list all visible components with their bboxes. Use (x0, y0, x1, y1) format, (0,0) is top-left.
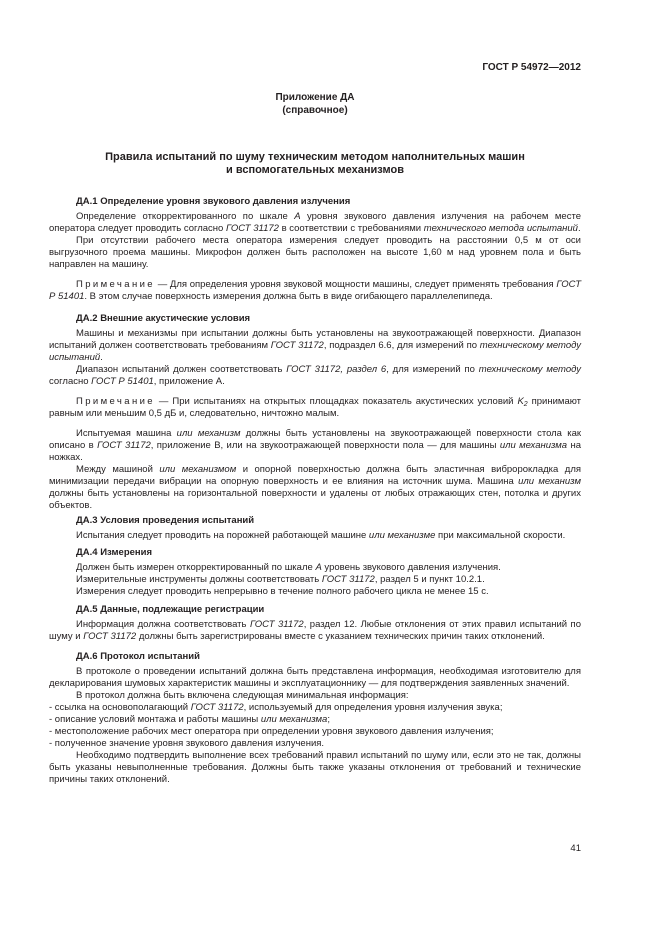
text-run: - описание условий монтажа и работы машины (49, 714, 261, 725)
text-run: Информация должна соответствовать (76, 619, 250, 630)
italic-run: K (517, 396, 524, 407)
list-item (49, 702, 581, 714)
note (49, 396, 581, 420)
text-run: Измерения следует проводить непрерывно в течение полного рабочего цикла не менее 15 с. (76, 586, 489, 597)
paragraph (49, 328, 581, 364)
document-code-header: ГОСТ Р 54972—2012 (482, 62, 581, 73)
text-run: В протоколе о проведении испытаний должна быть представлена информация, необходимая изготовителю для декларирования шумовых характеристик машины и эксплуатационнику — для подтверждения заявленных значений. (49, 666, 581, 689)
annex-title-line-1: Правила испытаний по шуму техническим методом наполнительных машин (105, 151, 525, 163)
text-run: уровень звукового давления излучения. (321, 562, 501, 573)
text-run: на ножках. (49, 440, 581, 463)
paragraph (49, 690, 581, 702)
text-run: - полученное значение уровня звукового давления излучения. (49, 738, 325, 749)
text-run: в соответствии с требованиями (278, 223, 424, 234)
text-run: должны быть установлены на горизонтальной поверхности и удалены от любых отражающих стен, потолка и других объектов. (49, 488, 581, 511)
paragraph (49, 464, 581, 512)
text-run: согласно (49, 376, 92, 387)
note (49, 279, 581, 303)
paragraph (49, 619, 581, 643)
text-run: Измерительные инструменты должны соответствовать (76, 574, 322, 585)
text-run: Необходимо подтвердить выполнение всех требований правил испытаний по шуму или, если это не так, должны быть указаны невыполненные требования. Должны быть также указаны отклонения от требований и технические причины таких отклонений. (49, 750, 581, 785)
italic-run: А (315, 562, 322, 573)
text-run: . (577, 223, 581, 234)
text-run: Должен быть измерен откорректированный по шкале (76, 562, 316, 573)
text-run: Испытания следует проводить на порожней работающей машине (76, 530, 369, 541)
list-item (49, 738, 581, 750)
text-run: Машины и механизмы при испытании должны быть установлены на звукоотражающей поверхности. Диапазон испытаний должен соответствовать требованиям (49, 328, 581, 351)
paragraph (49, 750, 581, 786)
annex-heading (49, 91, 581, 117)
text-run: принимают равным или меньшим 0,5 дБ и, следовательно, ничтожно малым. (49, 396, 581, 419)
text-run: , приложение В, или на звукоотражающей поверхности пола — для машины (150, 440, 500, 451)
italic-run: ГОСТ 31172 (225, 223, 279, 234)
note-label-run: Примечание (76, 396, 155, 407)
paragraph (49, 586, 581, 598)
paragraph (49, 211, 581, 235)
italic-run: или механизма (499, 440, 568, 451)
italic-run: ГОСТ 31172 (270, 340, 324, 351)
italic-run: ГОСТ 31172 (321, 574, 375, 585)
text-run: должны быть установлены на звукоотражающей поверхности стола как описано в (49, 428, 582, 451)
text-run: при максимальной скорости. (435, 530, 566, 541)
text-run: . В этом случае поверхность измерения должна быть в виде огибающего параллелепипеда. (84, 291, 493, 302)
italic-run: техническому методу (478, 364, 582, 375)
annex-title-line-2: и вспомогательных механизмов (226, 164, 404, 176)
text-run: Определение откорректированного по шкале (76, 211, 295, 222)
italic-run: ГОСТ 31172 (97, 440, 151, 451)
section-heading-da-6: ДА.6 Протокол испытаний (76, 651, 200, 662)
italic-run: ГОСТ 31172, раздел 6 (286, 364, 387, 375)
text-run: Испытуемая машина (76, 428, 177, 439)
text-run: Между машиной (76, 464, 160, 475)
section-heading-da-4: ДА.4 Измерения (76, 547, 153, 558)
italic-run: техническому методу испытаний (49, 340, 581, 363)
text-run: Диапазон испытаний должен соответствовать (76, 364, 287, 375)
page-number: 41 (570, 843, 581, 854)
paragraph (49, 574, 581, 586)
italic-run: ГОСТ Р 51401 (91, 376, 154, 387)
text-run: , подраздел 6.6, для измерений по (323, 340, 480, 351)
italic-run: ГОСТ 31172 (249, 619, 304, 630)
italic-run: технического метода испытаний (423, 223, 578, 234)
italic-run: или механизм (176, 428, 241, 439)
text-run: При отсутствии рабочего места оператора измерения следует проводить на расстоянии 0,5 м от оси выгрузочного проема машины. Микрофон должен быть расположен на высоте 1,60 м над уровнем пола и быть направлен на машину. (49, 235, 581, 270)
text-run: , раздел 5 и пункт 10.2.1. (374, 574, 485, 585)
text-run: должны быть зарегистрированы вместе с указанием технических причин таких отклонений. (136, 631, 545, 642)
text-run: В протокол должна быть включена следующая минимальная информация: (76, 690, 409, 701)
text-run: , используемый для определения уровня излучения звука; (243, 702, 503, 713)
section-heading-da-5: ДА.5 Данные, подлежащие регистрации (76, 604, 265, 615)
text-run: , приложение А. (153, 376, 225, 387)
text-run: уровня звукового давления излучения на рабочем месте оператора следует проводить согласно (49, 211, 581, 234)
text-run: ; (327, 714, 330, 725)
paragraph (49, 364, 581, 388)
annex-title (49, 151, 581, 177)
document-body (49, 196, 581, 786)
section-heading-da-3: ДА.3 Условия проведения испытаний (76, 515, 255, 526)
text-run: . (100, 352, 103, 363)
italic-run: А (294, 211, 301, 222)
section-heading-da-1: ДА.1 Определение уровня звукового давления излучения (76, 196, 351, 207)
paragraph (49, 235, 581, 271)
paragraph (49, 562, 581, 574)
paragraph (49, 666, 581, 690)
list-item (49, 714, 581, 726)
italic-run: или механизме (368, 530, 436, 541)
annex-label: Приложение ДА (275, 92, 355, 103)
annex-status: (справочное) (282, 105, 348, 116)
subscript-run: 2 (523, 401, 528, 408)
text-run: - местоположение рабочих мест оператора при определении уровня звукового давления излучения; (49, 726, 494, 737)
text-run: , для измерений по (386, 364, 479, 375)
italic-run: ГОСТ 31172 (190, 702, 244, 713)
text-run: , раздел 12. Любые отклонения от этих правил испытаний по шуму и (49, 619, 581, 642)
section-heading-da-2: ДА.2 Внешние акустические условия (76, 313, 251, 324)
italic-run: или механизм (518, 476, 582, 487)
paragraph (49, 428, 581, 464)
list-item (49, 726, 581, 738)
italic-run: или механизма (260, 714, 328, 725)
text-run: - ссылка на основополагающий (49, 702, 191, 713)
text-run: — Для определения уровня звуковой мощности машины, следует применять требования (155, 279, 557, 290)
italic-run: ГОСТ 31172 (83, 631, 137, 642)
text-run: — При испытаниях на открытых площадках показатель акустических условий (155, 396, 518, 407)
paragraph (49, 530, 581, 542)
italic-run: или механизмом (159, 464, 237, 475)
note-label-run: Примечание (76, 279, 155, 290)
italic-run: ГОСТ Р 51401 (49, 279, 581, 302)
text-run: и опорной поверхностью должна быть эластичная вибророкладка для минимизации передачи вибрации на опорную поверхность и ее влияния на источник шума. Машина (49, 464, 582, 487)
